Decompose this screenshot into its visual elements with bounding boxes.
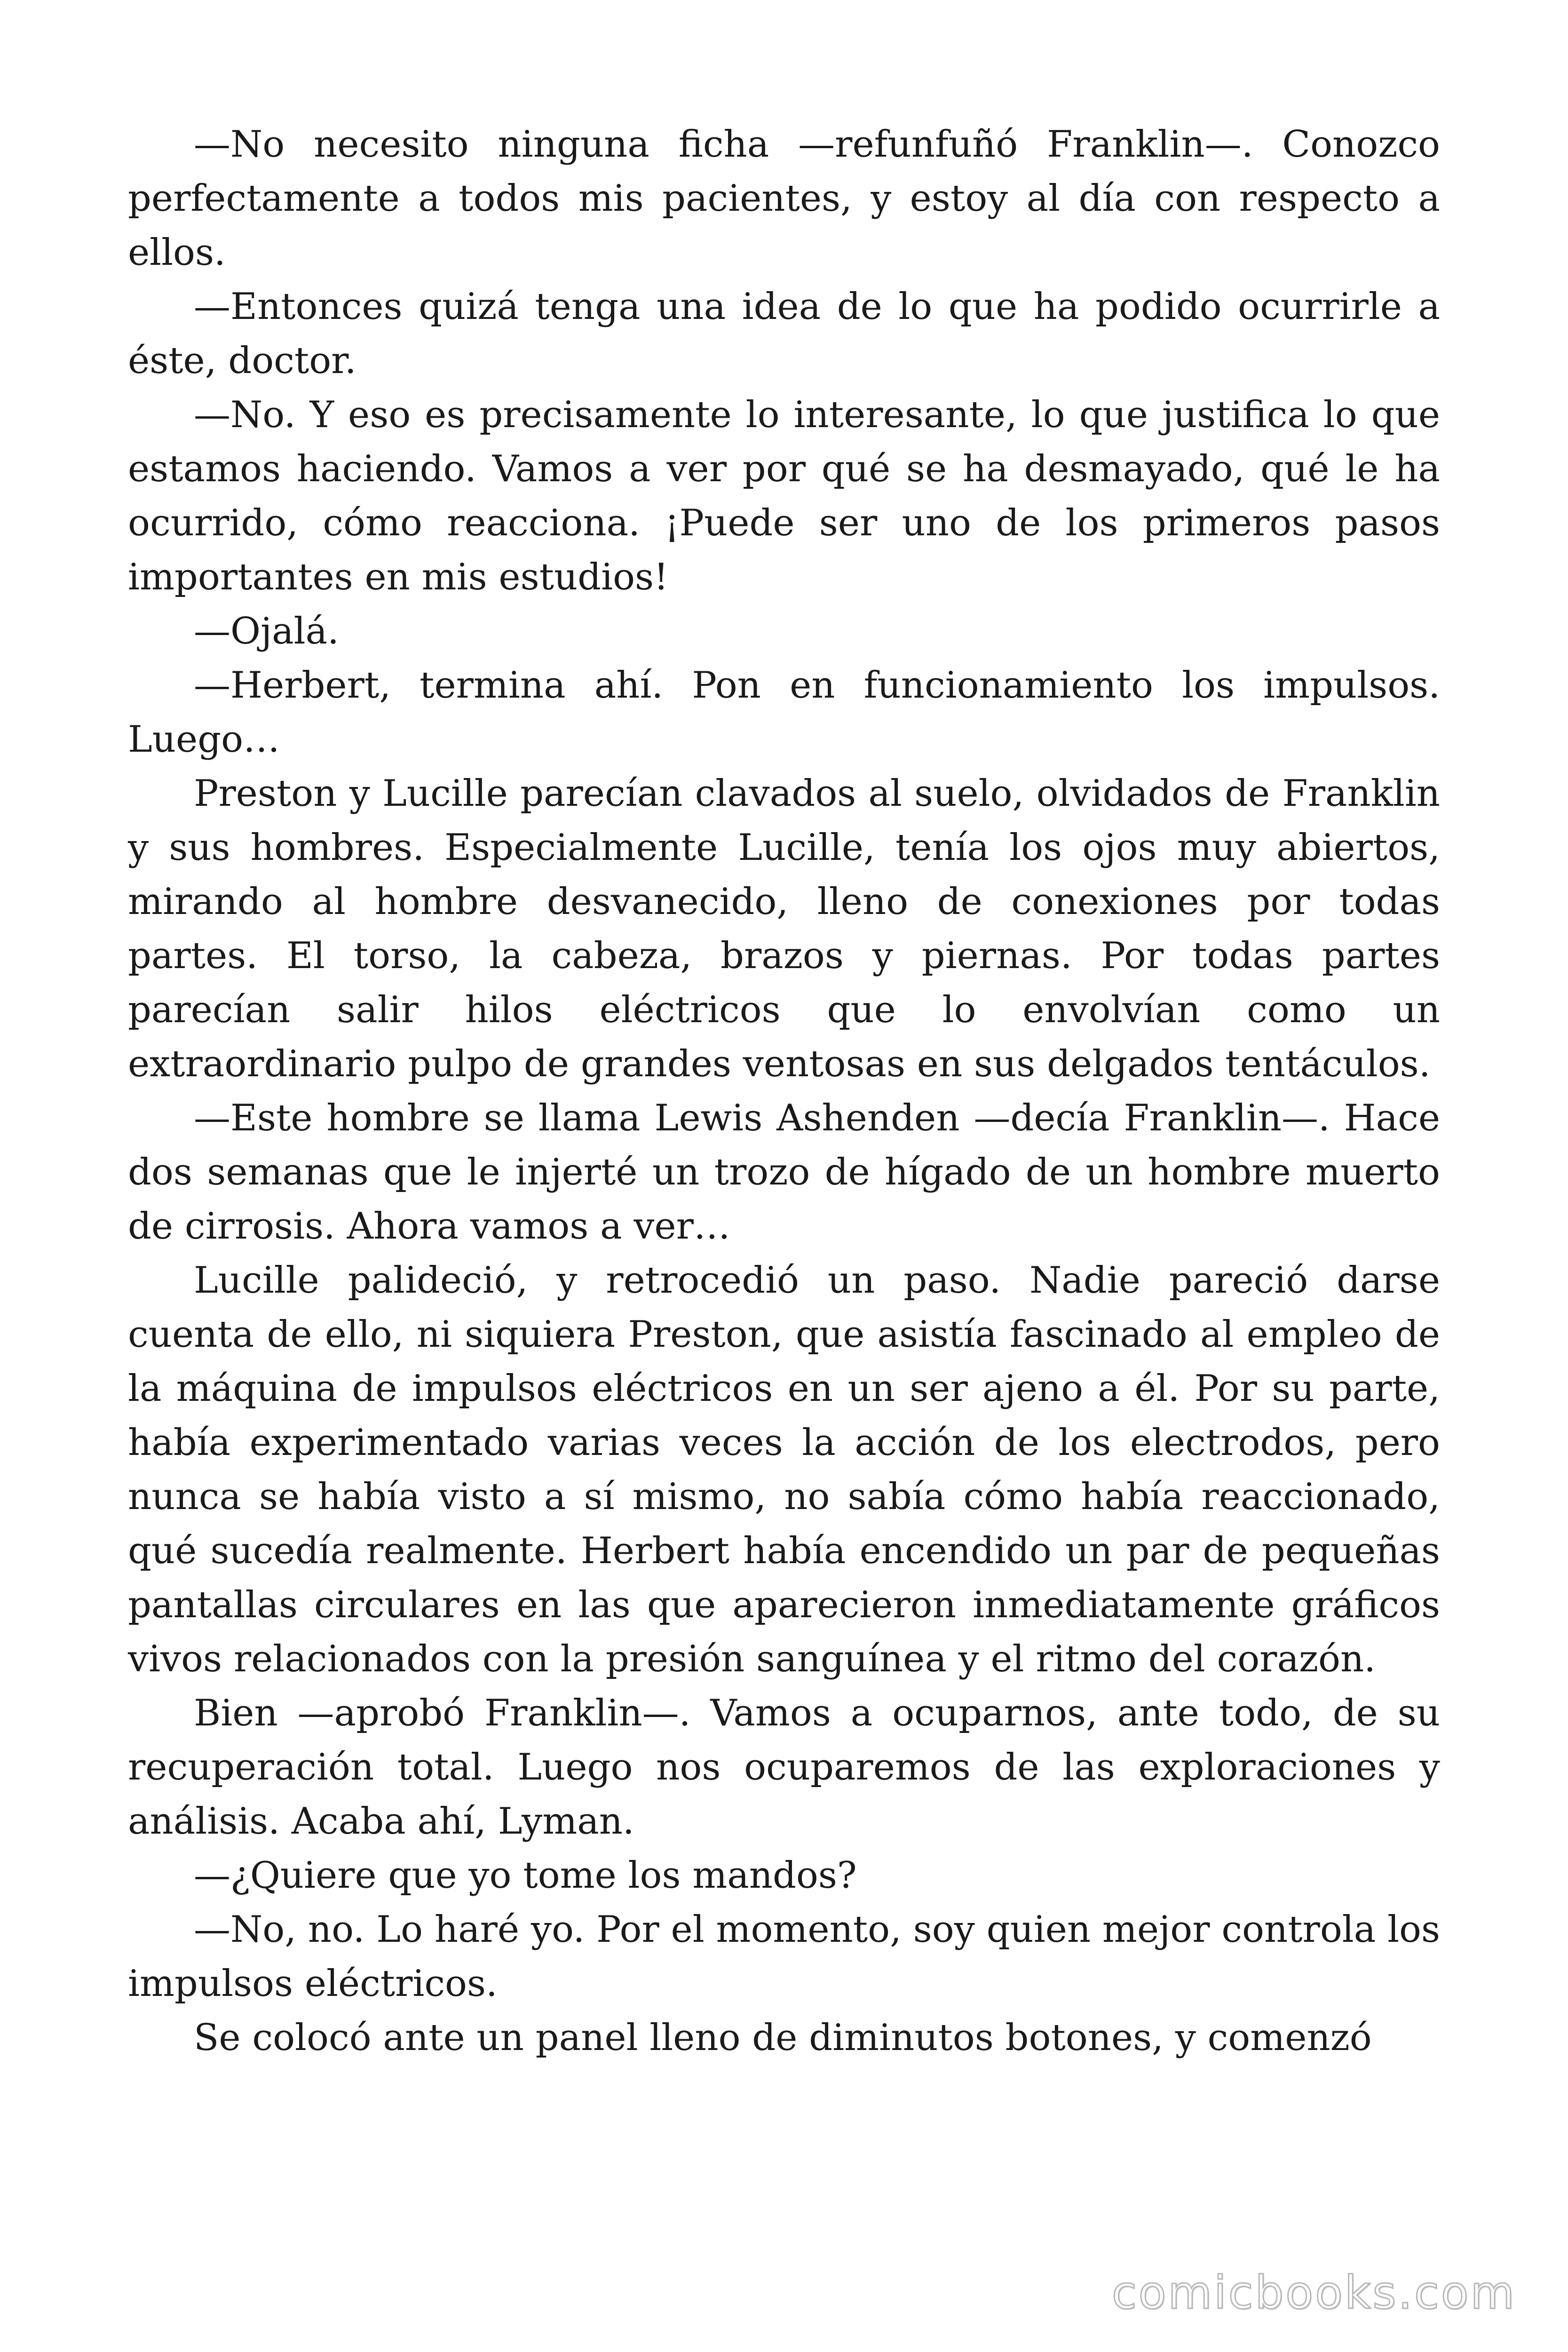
paragraph: —Entonces quizá tenga una idea de lo que ha podido ocurrirle a éste, doctor. [128,286,1440,382]
paragraph: —No, no. Lo haré yo. Por el momento, soy quien mejor controla los impulsos eléctricos. [128,1908,1440,2005]
paragraph: —Este hombre se llama Lewis Ashenden —decía Franklin—. Hace dos semanas que le injerté un trozo de hígado de un hombre muerto de cirrosis. Ahora vamos a ver… [128,1097,1440,1248]
paragraph: —No necesito ninguna ficha —refunfuñó Franklin—. Conozco perfectamente a todos mis pacientes, y estoy al día con respecto a ellos. [128,123,1440,274]
paragraph: Lucille palideció, y retrocedió un paso. Nadie pareció darse cuenta de ello, ni siquiera Preston, que asistía fascinado al empleo de la máquina de impulsos eléctricos en un ser ajeno a él. Por su parte, había experimentado varias veces la acción de los electrodos, pero nunca se había visto a sí mismo, no sabía cómo había reaccionado, qué sucedía realmente. Herbert había encendido un par de pequeñas pantallas circulares en las que aparecieron inmediatamente gráficos vivos relacionados con la presión sanguínea y el ritmo del corazón. [128,1259,1440,1680]
paragraph: —¿Quiere que yo tome los mandos? [194,1854,857,1897]
paragraph: Preston y Lucille parecían clavados al suelo, olvidados de Franklin y sus hombres. Especialmente Lucille, tenía los ojos muy abiertos, mirando al hombre desvanecido, lleno de conexiones por todas partes. El torso, la cabeza, brazos y piernas. Por todas partes parecían salir hilos eléctricos que lo envolvían como un extraordinario pulpo de grandes ventosas en sus delgados tentáculos. [128,772,1440,1085]
body-text [128,118,1440,2065]
paragraph: —No. Y eso es precisamente lo interesante, lo que justifica lo que estamos haciendo. Vamos a ver por qué se ha desmayado, qué le ha ocurrido, cómo reacciona. ¡Puede ser uno de los primeros pasos importantes en mis estudios! [128,394,1440,598]
paragraph: —Herbert, termina ahí. Pon en funcionamiento los impulsos. Luego… [128,664,1440,761]
paragraph: —Ojalá. [194,610,339,652]
paragraph: Se colocó ante un panel lleno de diminutos botones, y comenzó [194,2017,1372,2059]
watermark: comicbooks.com [1111,2266,1516,2319]
paragraph: Bien —aprobó Franklin—. Vamos a ocuparnos, ante todo, de su recuperación total. Luego nos ocuparemos de las exploraciones y análisis. Acaba ahí, Lyman. [128,1692,1440,1843]
